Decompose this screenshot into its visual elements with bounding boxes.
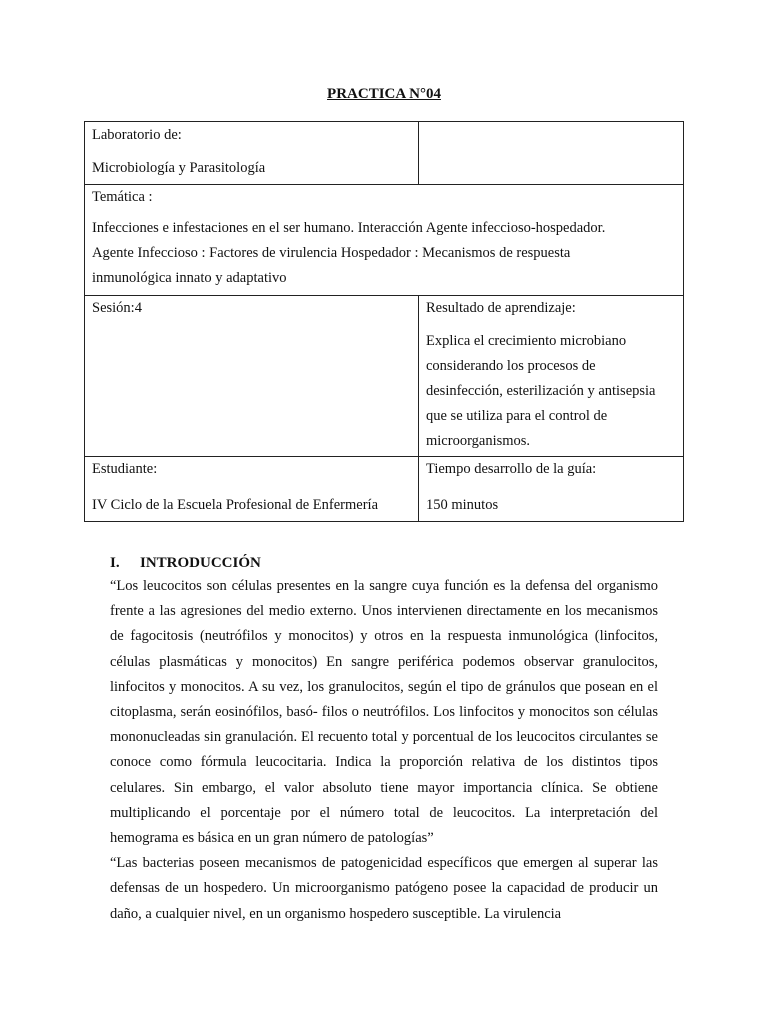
- estudiante-row: [85, 457, 684, 522]
- tematica-label: Temática :: [92, 189, 153, 205]
- tematica-line-3: inmunológica innato y adaptativo: [92, 270, 287, 286]
- tematica-line-2: Agente Infeccioso : Factores de virulencia Hospedador : Mecanismos de respuesta: [92, 245, 571, 261]
- introduccion-paragraph-2: “Las bacterias poseen mecanismos de patogenicidad específicos que emergen al superar las defensas de un hospedero. Un microorganismo patógeno posee la capacidad de producir un daño, a cualquier nivel, en un organismo hospedero susceptible. La virulencia: [110, 855, 658, 922]
- resultado-line-2: considerando los procesos de: [426, 358, 596, 374]
- tiempo-cell: [419, 457, 684, 522]
- resultado-line-5: microorganismos.: [426, 433, 531, 449]
- sesion-label: Sesión:4: [92, 300, 142, 316]
- sesion-cell: [85, 296, 419, 457]
- tematica-line-1: Infecciones e infestaciones en el ser humano. Interacción Agente infeccioso-hospedador.: [92, 220, 606, 236]
- estudiante-cell: [85, 457, 419, 522]
- laboratorio-cell: [85, 122, 419, 185]
- laboratorio-empty-cell: [419, 122, 684, 185]
- introduccion-section: [110, 555, 658, 927]
- section-title: INTRODUCCIÓN: [140, 555, 261, 571]
- tematica-cell: [85, 185, 684, 296]
- tiempo-label: Tiempo desarrollo de la guía:: [426, 461, 597, 477]
- section-number: I.: [110, 555, 120, 571]
- sesion-row: [85, 296, 684, 457]
- introduccion-heading: [110, 555, 658, 572]
- resultado-label: Resultado de aprendizaje:: [426, 300, 576, 316]
- laboratorio-label: Laboratorio de:: [92, 127, 182, 143]
- laboratorio-row: [85, 122, 684, 185]
- practice-info-table: [84, 121, 684, 522]
- estudiante-label: Estudiante:: [92, 461, 158, 477]
- resultado-line-1: Explica el crecimiento microbiano: [426, 333, 627, 349]
- tiempo-value: 150 minutos: [426, 497, 499, 513]
- page-title-text: PRACTICA N°04: [327, 86, 441, 102]
- tematica-row: [85, 185, 684, 296]
- resultado-line-4: que se utiliza para el control de: [426, 408, 608, 424]
- page-title: [0, 86, 768, 103]
- introduccion-paragraph-1: “Los leucocitos son células presentes en la sangre cuya función es la defensa del organismo frente a las agresiones del medio externo. Unos intervienen directamente en los mecanismos de fagocitosis (neutrófilos y monocitos) y otros en la respuesta inmunológica (linfocitos, células plasmáticas y monocitos) En sangre periférica podemos observar granulocitos, linfocitos y monocitos. A su vez, los granulocitos, según el tipo de gránulos que posean en el citoplasma, serán eosinófilos, basó- filos o neutrófilos. Los linfocitos y monocitos son células mononucleadas sin granulación. El recuento total y porcentual de los leucocitos circulantes se conoce como fórmula leucocitaria. Indica la proporción relativa de los distintos tipos celulares. Sin embargo, el valor absoluto tiene mayor importancia clínica. Se obtiene multiplicando el porcentaje por el número total de leucocitos. La interpretación del hemograma es básica en un gran número de patologías”: [110, 578, 658, 847]
- laboratorio-value: Microbiología y Parasitología: [92, 160, 266, 176]
- estudiante-value: IV Ciclo de la Escuela Profesional de Enfermería: [92, 497, 378, 513]
- resultado-cell: [419, 296, 684, 457]
- resultado-line-3: desinfección, esterilización y antisepsia: [426, 383, 656, 399]
